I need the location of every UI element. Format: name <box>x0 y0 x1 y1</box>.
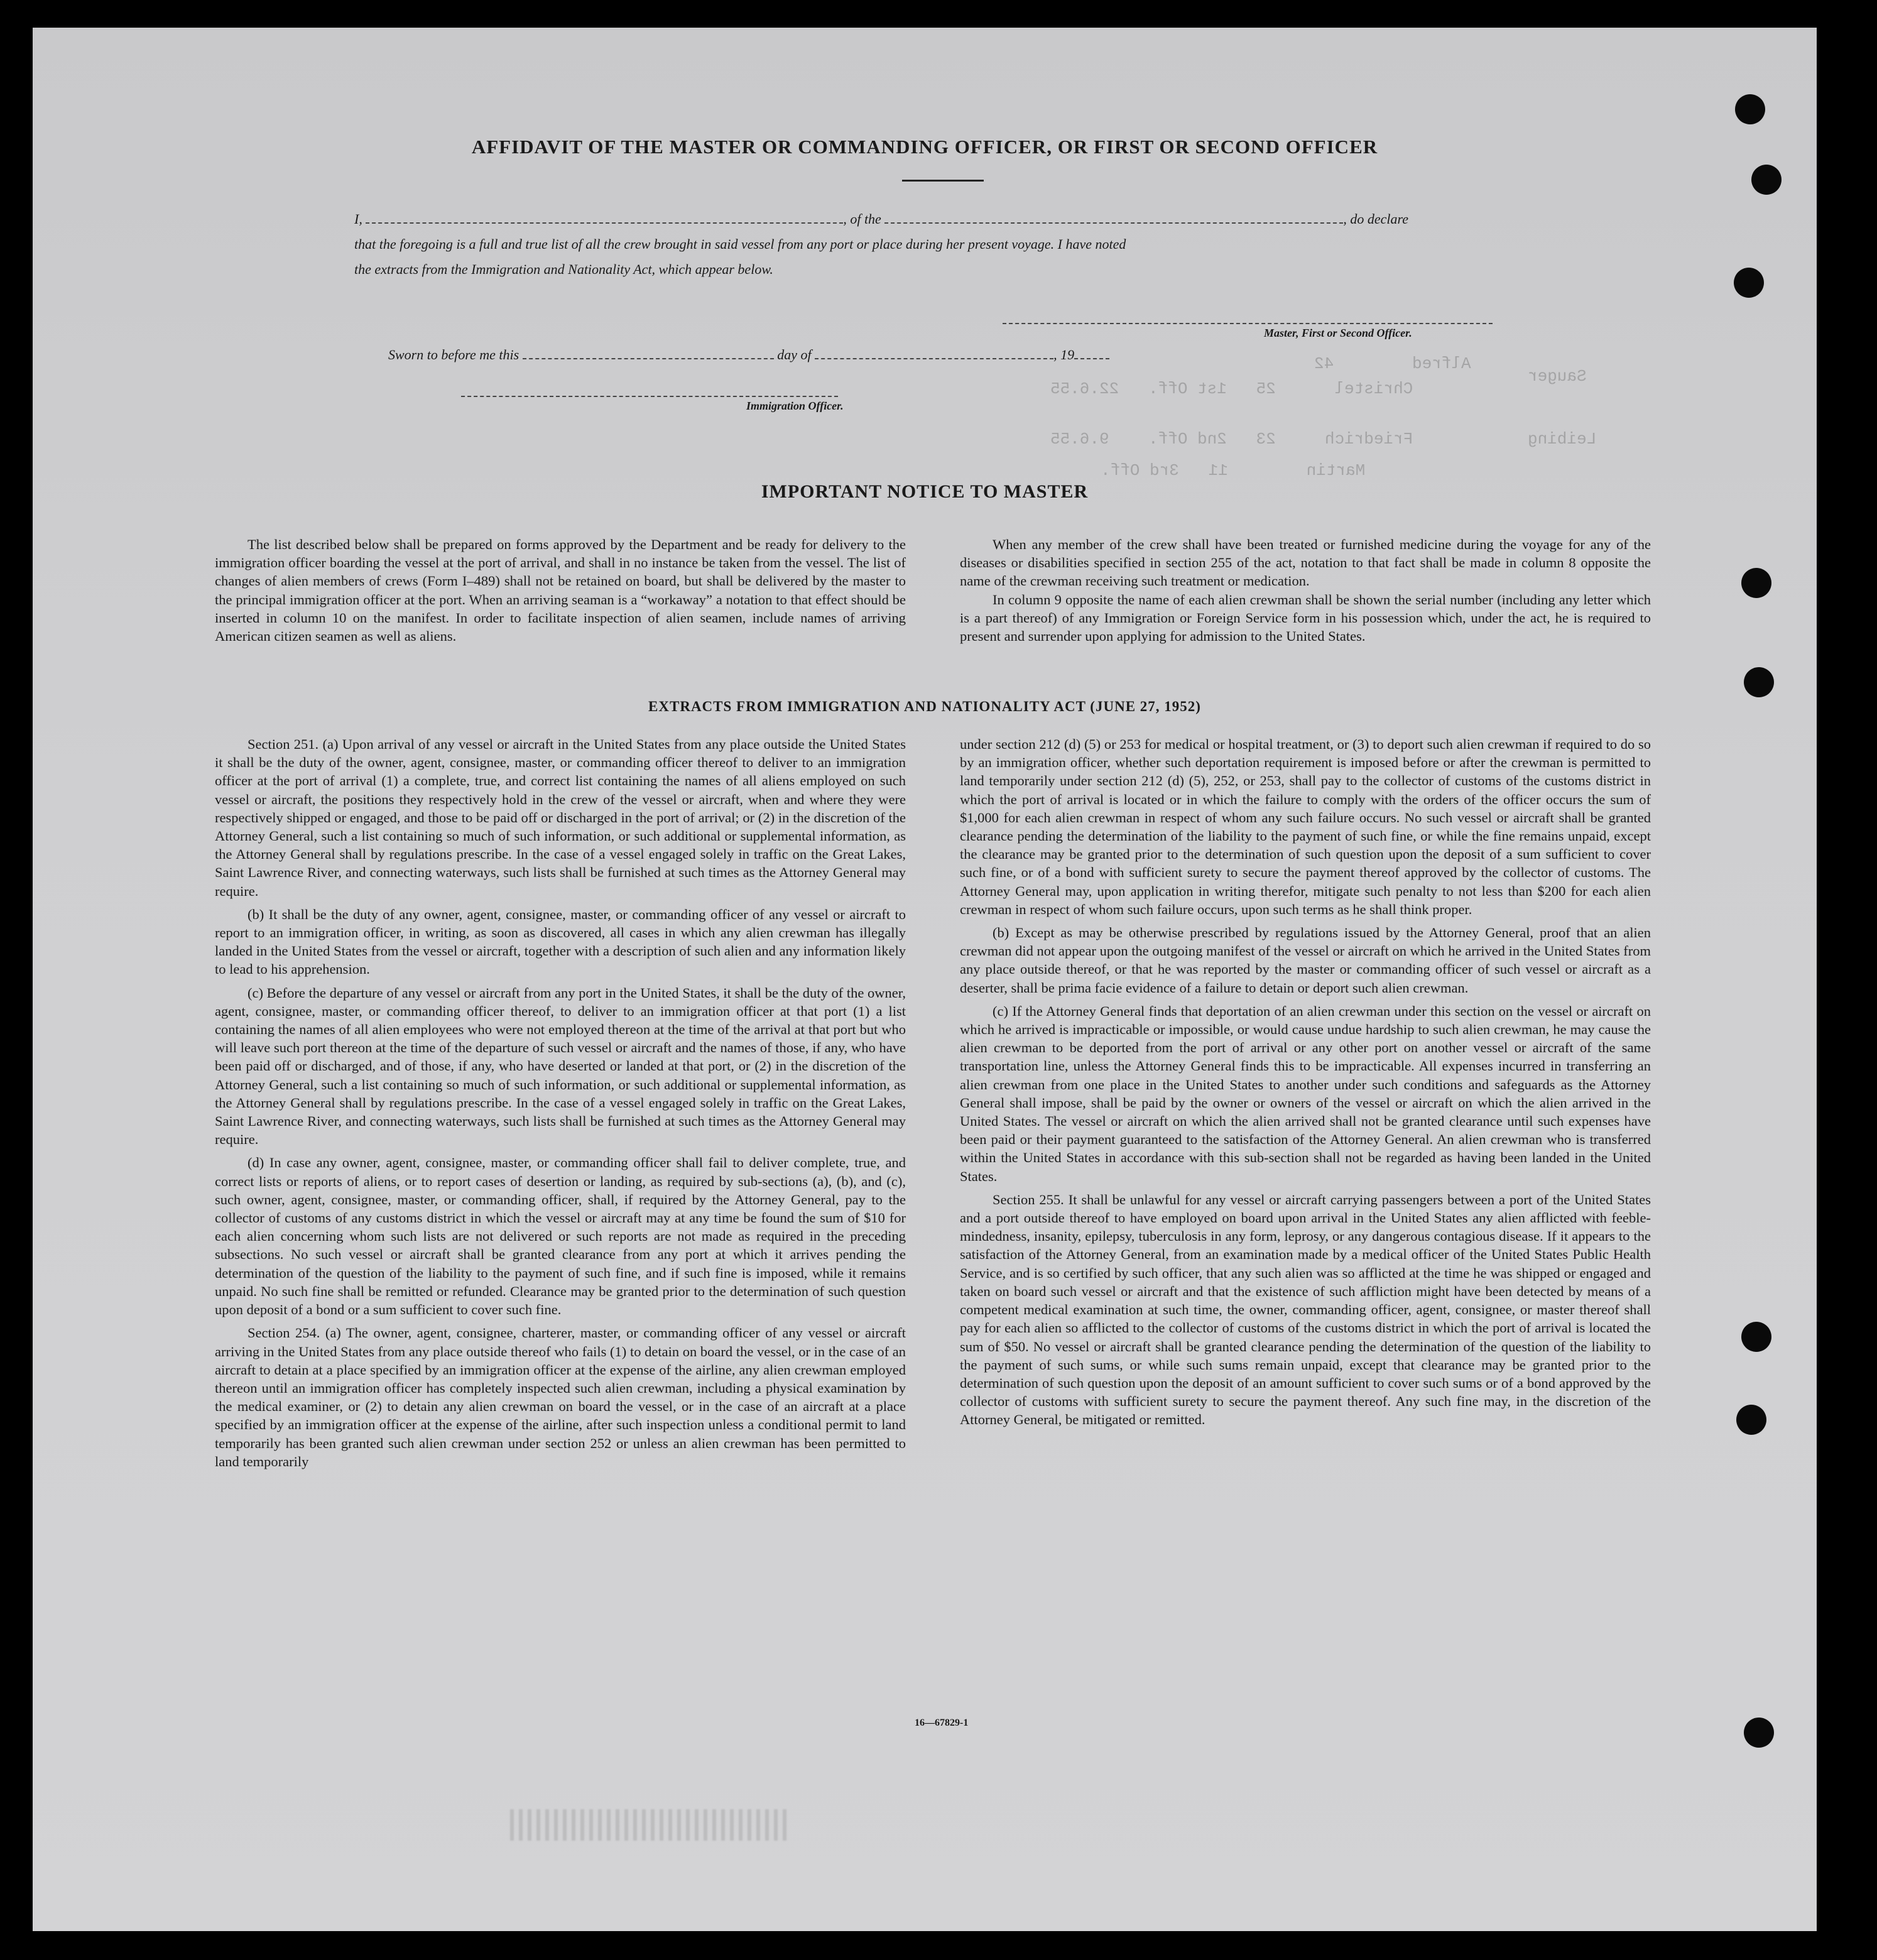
bleed-through-text: Leibing <box>1528 430 1597 449</box>
master-signature-caption: Master, First or Second Officer. <box>1264 327 1412 339</box>
declaration-i-label: I, <box>354 211 362 227</box>
extracts-left-column <box>215 735 906 1476</box>
extract-paragraph: Section 254. (a) The owner, agent, consignee, charterer, master, or commanding officer of any vessel or aircraft arriving in the United States from any place outside thereof who fails (1) to detain on board the vessel, or in the case of an aircraft to detain at a place specified by an immigration officer at the expense of the airline, any alien crewman employed thereon until an immigration officer has completely inspected such alien crewman, including a physical examination by the medical examiner, or (2) to detain any alien crewman on board the vessel, or in the case of an aircraft at a place specified by an immigration officer at the expense of the airline, after such inspection unless a conditional permit to land temporarily has been granted such alien crewman under section 252 or unless an alien crewman has been permitted to land temporarily <box>215 1325 906 1469</box>
punch-hole <box>1734 268 1764 298</box>
extract-paragraph: (d) In case any owner, agent, consignee, master, or commanding officer shall fail to deliver complete, true, and correct lists or reports of aliens, or to report cases of desertion or landing, as required by sub-sections (a), (b), and (c), such owner, agent, consignee, master, or commanding officer, shall, if required by the Attorney General, pay to the collector of customs of any customs district in which the vessel or aircraft may at any time be found the sum of $10 for each alien concerning whom such lists are not delivered or such reports are not made as required in the preceding subsections. No such vessel or aircraft shall be granted clearance from any port at which it arrives pending the determination of the question of the liability to the payment of such fine, and if such fine is imposed, while it remains unpaid. No such fine shall be remitted or refunded. Clearance may be granted prior to the determination of such question upon deposit of a bond or a sum sufficient to cover such fine. <box>215 1155 906 1318</box>
extracts-title: EXTRACTS FROM IMMIGRATION AND NATIONALITY ACT (JUNE 27, 1952) <box>648 699 1201 714</box>
bleed-through-text: Sauger <box>1528 367 1587 386</box>
sworn-month-blank[interactable] <box>815 349 1053 359</box>
do-declare-label: , do declare <box>1343 211 1408 227</box>
extract-paragraph: Section 251. (a) Upon arrival of any vessel or aircraft in the United States from any place outside the United States it shall be the duty of the owner, agent, consignee, master, or commanding officer thereof to deliver to an immigration officer at the port of arrival (1) a complete, true, and correct list containing the names of all aliens employed on such vessel or aircraft, the positions they respectively hold in the crew of the vessel or aircraft, when and where they were respectively shipped or engaged, and those to be paid off or discharged in the port of arrival; or (2) in the discretion of the Attorney General, such a list containing so much of such information, or such additional or supplemental information, as the Attorney General shall by regulations prescribe. In the case of a vessel engaged solely in traffic on the Great Lakes, Saint Lawrence River, and connecting waterways, such lists shall be furnished at such times as the Attorney General may require. <box>215 736 906 899</box>
affidavit-title: AFFIDAVIT OF THE MASTER OR COMMANDING OFFICER, OR FIRST OR SECOND OFFICER <box>471 136 1378 158</box>
punch-hole <box>1744 1718 1774 1748</box>
declaration-line <box>354 211 1529 227</box>
punch-hole <box>1741 1322 1771 1352</box>
punch-hole <box>1736 1405 1766 1435</box>
faint-stamp <box>510 1809 786 1841</box>
extract-paragraph: (b) It shall be the duty of any owner, agent, consignee, master, or commanding officer of any vessel or aircraft to report to an immigration officer, in writing, as soon as discovered, all cases in which any alien crewman has illegally landed in the United States from the vessel or aircraft, together with a description of such alien and any information likely to lead to his apprehension. <box>215 906 906 977</box>
bleed-through-text: Friedrich 23 2nd Off. 9.6.55 <box>1050 430 1413 449</box>
sworn-label: Sworn to before me this <box>388 347 520 362</box>
punch-hole <box>1744 667 1774 697</box>
punch-hole <box>1751 165 1782 195</box>
sworn-day-blank[interactable] <box>523 349 774 359</box>
notice-paragraph: When any member of the crew shall have been treated or furnished medicine during the voyage for any of the diseases or disabilities specified in section 255 of the act, notation to that fact shall be made in column 8 opposite the name of the crewman receiving such treatment or medication. <box>960 536 1651 589</box>
notice-title: IMPORTANT NOTICE TO MASTER <box>761 481 1089 502</box>
of-the-label: , of the <box>843 211 881 227</box>
year-prefix-label: , 19 <box>1053 347 1075 362</box>
sworn-year-blank[interactable] <box>1074 349 1109 359</box>
notice-paragraph: In column 9 opposite the name of each alien crewman shall be shown the serial number (including any letter which is a part thereof) of any Immigration or Foreign Service form in his possession which, under the act, he is required to present and surrender upon applying for admission to the United States. <box>960 591 1651 645</box>
bleed-through-text: Martin 11 3rd Off. <box>1101 461 1366 480</box>
punch-hole <box>1741 568 1771 598</box>
name-blank[interactable] <box>366 214 843 224</box>
extract-paragraph: (c) Before the departure of any vessel or aircraft from any port in the United States, it shall be the duty of the owner, agent, consignee, master, or commanding officer thereof, to deliver to an immigration officer at that port (1) a list containing the names of all alien employees who were not employed thereon at the time of the arrival at that port but who will leave such port thereon at the time of the departure of such vessel or aircraft and the names of those, if any, who have been paid off or discharged, and of those, if any, who have deserted or landed at that port, or (2) in the discretion of the Attorney General, such a list containing so much of such information, or such additional or supplemental information, as the Attorney General shall by regulations prescribe. In the case of a vessel engaged solely in traffic on the Great Lakes, Saint Lawrence River, and connecting waterways, such lists shall be furnished at such times as the Attorney General may require. <box>215 984 906 1148</box>
bleed-through-text: Christel 25 1st Off. 22.6.55 <box>1050 379 1413 398</box>
notice-left-column <box>215 535 906 645</box>
title-underline <box>902 180 984 182</box>
extract-paragraph: Section 255. It shall be unlawful for any vessel or aircraft carrying passengers between a port of the United States and a port outside thereof to have employed on board upon arrival in the United States any alien afflicted with feeble-mindedness, insanity, epilepsy, tuberculosis in any form, leprosy, or any dangerous contagious disease. If it appears to the satisfaction of the Attorney General, from an examination made by a medical officer of the United States Public Health Service, and is so certified by such officer, that any such alien was so afflicted at the time he was shipped or engaged and taken on board such vessel or aircraft and that the existence of such affliction might have been detected by means of a competent medical examination at such time, the owner, commanding officer, agent, consignee, or master thereof shall pay for each alien so afflicted to the collector of customs of the customs district in which the port of arrival is located the sum of $50. No vessel or aircraft shall be granted clearance pending the determination of the question of the liability to the payment of such sums, or while such sums remain unpaid, except that clearance may be granted prior to the determination of such question upon the deposit of an amount sufficient to cover such sums or of a bond approved by the collector of customs with sufficient surety to secure the payment thereof. Any such fine may, in the discretion of the Attorney General, be mitigated or remitted. <box>960 1191 1651 1428</box>
bleed-through-text: Alfred 42 <box>1314 354 1471 373</box>
extract-paragraph: under section 212 (d) (5) or 253 for medical or hospital treatment, or (3) to deport such alien crewman if required to do so by an immigration officer, whether such deportation requirement is imposed before or after the crewman is permitted to land temporarily under section 212 (d) (5), 252, or 253, shall pay to the collector of customs of the customs district in which the port of arrival is located or in which the failure to comply with the orders of the officer occurs the sum of $1,000 for each alien crewman in respect of whom any such failure occurs. No such vessel or aircraft shall be granted clearance pending the determination of the liability to the payment of such fine, or while the fine remains unpaid, except the clearance may be granted prior to the determination of such question upon the deposit of a sum sufficient to cover such fine, or of a bond with sufficient surety to secure the payment thereof approved by the collector of customs. The Attorney General may, upon application in writing therefor, mitigate such penalty to not less than $200 for each alien crewman in respect of whom such failure occurs, upon such terms as he shall think proper. <box>960 736 1651 917</box>
extracts-right-column <box>960 735 1651 1434</box>
print-code: 16—67829-1 <box>915 1718 969 1728</box>
punch-hole <box>1735 94 1765 124</box>
extract-paragraph: (b) Except as may be otherwise prescribed by regulations issued by the Attorney General, proof that an alien crewman did not appear upon the outgoing manifest of the vessel or aircraft on which he arrived in the United States from any place outside thereof, or that he was reported by the master or commanding officer of such vessel or aircraft as a deserter, shall be prima facie evidence of a failure to detain or deport such alien crewman. <box>960 925 1651 996</box>
notice-right-column <box>960 535 1651 645</box>
immigration-officer-signature-line[interactable] <box>461 396 838 397</box>
declaration-statement-1: that the foregoing is a full and true list of all the crew brought in said vessel from any port or place during her present voyage. I have noted <box>354 236 1126 252</box>
declaration-statement-2: the extracts from the Immigration and Nationality Act, which appear below. <box>354 261 773 277</box>
immigration-officer-caption: Immigration Officer. <box>746 400 844 412</box>
master-signature-line[interactable] <box>1003 323 1493 324</box>
vessel-blank[interactable] <box>884 214 1343 224</box>
extract-paragraph: (c) If the Attorney General finds that deportation of an alien crewman under this section on the vessel or aircraft on which he arrived is impracticable or impossible, or would cause undue hardship to such alien crewman, he may cause the alien crewman to be deported from the port of arrival or any other port on another vessel or aircraft of the same transportation line, unless the Attorney General finds this to be impracticable. All expenses incurred in transferring an alien crewman from one place in the United States to another under such conditions and safeguards as the Attorney General shall impose, shall be paid by the owner or owners of the vessel or aircraft on which the alien arrived in the United States. The vessel or aircraft on which the alien arrived shall not be granted clearance until such expenses have been paid or their payment guaranteed to the satisfaction of the Attorney General. An alien crewman who is transferred within the United States in accordance with this sub-section shall not be regarded as having been landed in the United States. <box>960 1003 1651 1184</box>
day-of-label: day of <box>777 347 812 362</box>
notice-paragraph: The list described below shall be prepared on forms approved by the Department and be ready for delivery to the immigration officer boarding the vessel at the port of arrival, and shall in no instance be taken from the vessel. The list of changes of alien members of crews (Form I–489) shall not be retained on board, but shall be delivered by the master to the principal immigration officer at the port. When an arriving seaman is a “workaway” a notation to that effect should be inserted in column 10 on the manifest. In order to facilitate inspection of alien seamen, include names of arriving American citizen seamen as well as aliens. <box>215 536 906 645</box>
document-page <box>33 28 1817 1931</box>
sworn-line <box>388 347 1109 363</box>
